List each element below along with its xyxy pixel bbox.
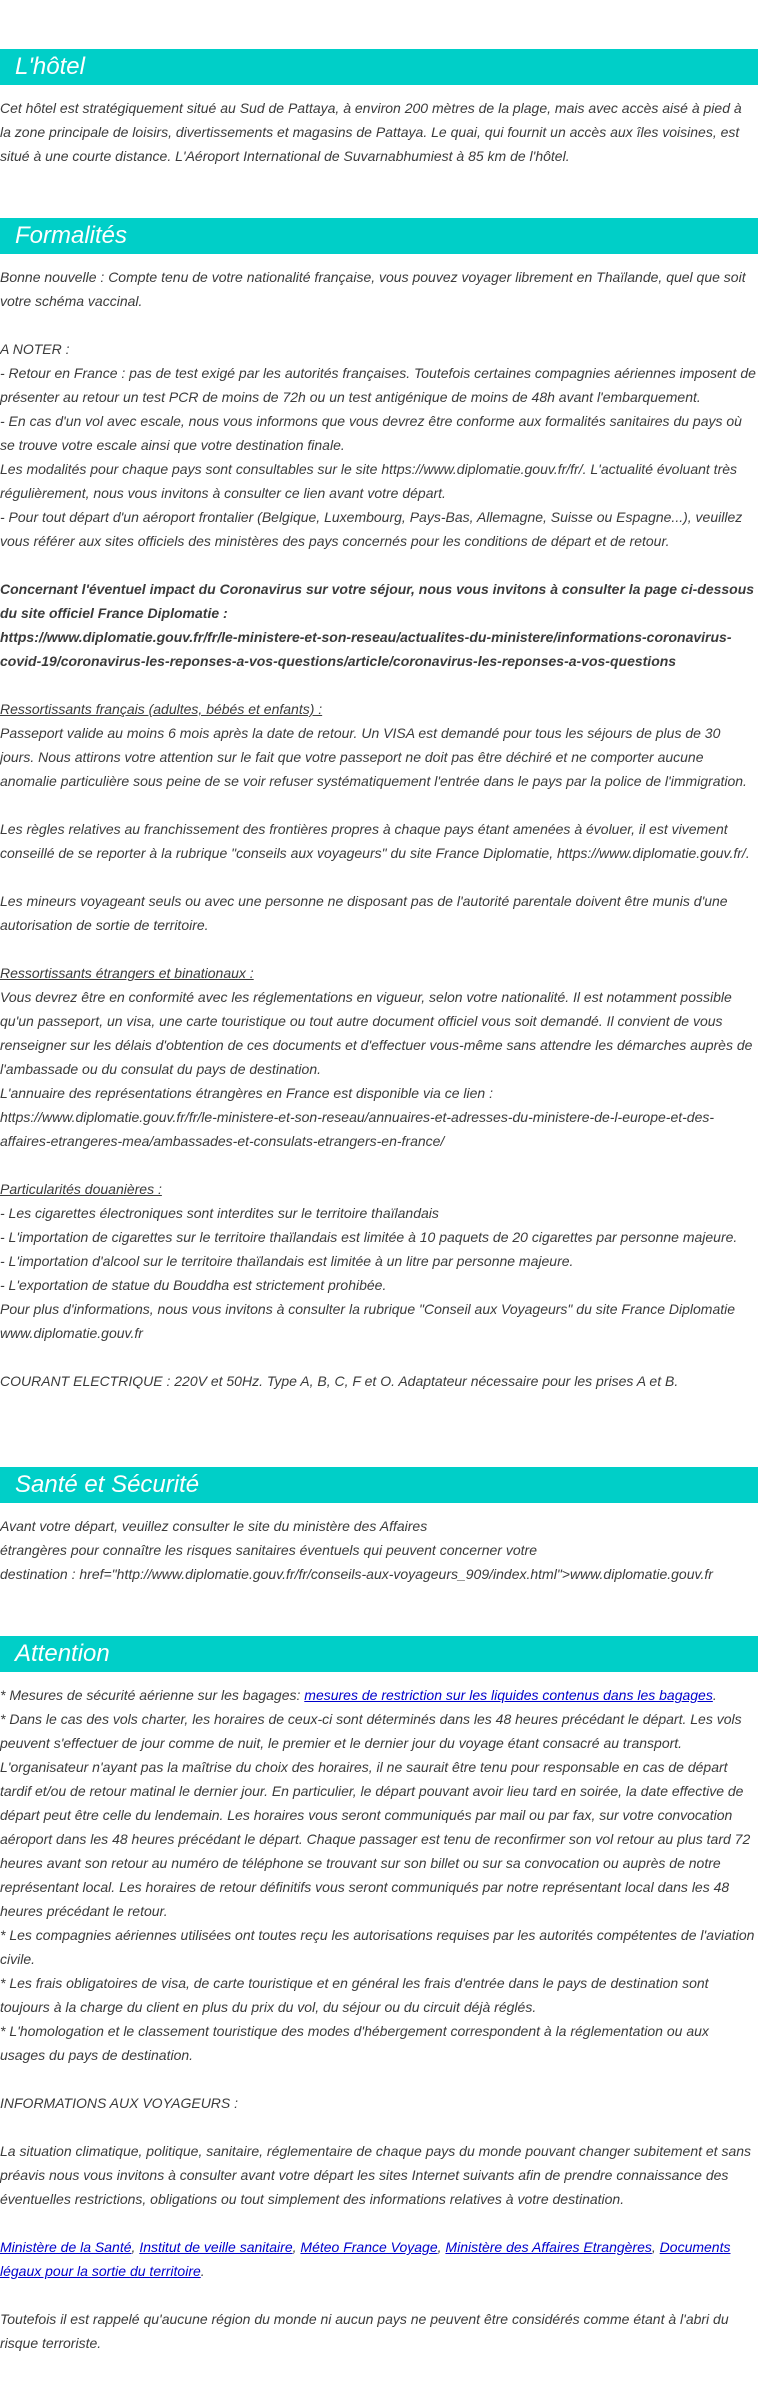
etrangers-heading: Ressortissants étrangers et binationaux :	[0, 965, 254, 981]
douane-item: - L'importation d'alcool sur le territoire thaïlandais est limitée à un litre par personne majeure.	[0, 1253, 574, 1269]
a-noter-item: - En cas d'un vol avec escale, nous vous informons que vous devrez être conforme aux formalités sanitaires du pays où se trouve votre escale ainsi que votre destination finale.	[0, 413, 742, 453]
douane-item: - L'importation de cigarettes sur le territoire thaïlandais est limitée à 10 paquets de 20 cigarettes par personne majeure.	[0, 1229, 738, 1245]
sante-body	[0, 1514, 758, 1586]
hotel-title: L'hôtel	[15, 53, 85, 80]
a-noter-label: A NOTER :	[0, 341, 70, 357]
attention-title: Attention	[15, 1640, 110, 1667]
link-institut-veille-sanitaire[interactable]: Institut de veille sanitaire	[139, 2239, 293, 2255]
formalites-section-header	[0, 218, 758, 254]
formalites-title: Formalités	[15, 222, 128, 249]
etrangers-text: Vous devrez être en conformité avec les réglementations en vigueur, selon votre nationalité. Il est notamment possible qu'un passeport, un visa, une carte touristique ou tout autre document officiel vous soit demandé. Il convient de vous renseigner sur les délais d'obtention de ces documents et d'effectuer vous-même sans attendre les démarches auprès de l'ambassade ou du consulat du pays de destination.	[0, 989, 753, 1077]
a-noter-item: Les modalités pour chaque pays sont consultables sur le site https://www.diplomatie.gouv.fr/fr/. L'actualité évoluant très régulièrement, nous vous invitons à consulter ce lien avant votre départ.	[0, 461, 738, 501]
douane-item: - L'exportation de statue du Bouddha est strictement prohibée.	[0, 1277, 387, 1293]
link-ministere-affaires-etrangeres[interactable]: Ministère des Affaires Etrangères	[445, 2239, 652, 2255]
coronavirus-url: https://www.diplomatie.gouv.fr/fr/le-ministere-et-son-reseau/actualites-du-ministere/informations-coronavirus-covid-19/coronavirus-les-reponses-a-vos-questions/article/coronavirus-les-reponses-a-vos-questions	[0, 629, 732, 669]
situation-text: La situation climatique, politique, sanitaire, réglementaire de chaque pays du monde pouvant changer subitement et sans préavis nous vous invitons à consulter avant votre départ les sites Internet suivants afin de prendre connaissance des éventuelles restrictions, obligations ou tout simplement des informations relatives à votre destination.	[0, 2143, 752, 2207]
link-documents-legaux[interactable]: Documents légaux pour la sortie du territoire	[0, 2239, 731, 2279]
link-meteo-france-voyage[interactable]: Méteo France Voyage	[300, 2239, 438, 2255]
coronavirus-notice: Concernant l'éventuel impact du Coronavirus sur votre séjour, nous vous invitons à consulter la page ci-dessous du site officiel France Diplomatie :	[0, 581, 755, 621]
mineurs-text: Les mineurs voyageant seuls ou avec une personne ne disposant pas de l'autorité parentale doivent être munis d'une autorisation de sortie de territoire.	[0, 893, 728, 933]
formalites-body	[0, 265, 756, 1393]
hotel-description: Cet hôtel est stratégiquement situé au Sud de Pattaya, à environ 200 mètres de la plage, mais avec accès aisé à pied à la zone principale de loisirs, divertissements et magasins de Pattaya. Le quai, qui fournit un accès aux îles voisines, est situé à une courte distance. L'Aéroport International de Suvarnabhumiest à 85 km de l'hôtel.	[0, 100, 742, 164]
mesures-line: * Mesures de sécurité aérienne sur les bagages: mesures de restriction sur les liquides contenus dans les bagages.	[0, 1687, 717, 1703]
formalites-intro: Bonne nouvelle : Compte tenu de votre nationalité française, vous pouvez voyager librement en Thaïlande, quel que soit votre schéma vaccinal.	[0, 269, 746, 309]
francais-text: Passeport valide au moins 6 mois après la date de retour. Un VISA est demandé pour tous les séjours de plus de 30 jours. Nous attirons votre attention sur le fait que votre passeport ne doit pas être déchiré et ne comporter aucune anomalie particulière sous peine de se voir refuser systématiquement l'entrée dans le pays par la police de l'immigration.	[0, 725, 747, 789]
sante-section-header	[0, 1467, 758, 1503]
sante-line: Avant votre départ, veuillez consulter le site du ministère des Affaires	[0, 1518, 428, 1534]
courant-electrique: COURANT ELECTRIQUE : 220V et 50Hz. Type A, B, C, F et O. Adaptateur nécessaire pour les prises A et B.	[0, 1373, 679, 1389]
annuaire-url: https://www.diplomatie.gouv.fr/fr/le-ministere-et-son-reseau/annuaires-et-adresses-du-ministere-de-l-europe-et-des-affaires-etrangeres-mea/ambassades-et-consulats-etrangers-en-france/	[0, 1109, 715, 1149]
link-ministere-sante[interactable]: Ministère de la Santé	[0, 2239, 132, 2255]
homologation-text: * L'homologation et le classement touristique des modes d'hébergement correspondent à la réglementation ou aux usages du pays de destination.	[0, 2023, 709, 2063]
compagnies-text: * Les compagnies aériennes utilisées ont toutes reçu les autorisations requises par les autorités compétentes de l'aviation civile.	[0, 1927, 755, 1967]
douane-heading: Particularités douanières :	[0, 1181, 162, 1197]
liquides-restriction-link[interactable]: mesures de restriction sur les liquides contenus dans les bagages	[304, 1687, 713, 1703]
sante-line: destination : href="http://www.diplomatie.gouv.fr/fr/conseils-aux-voyageurs_909/index.html">www.diplomatie.gouv.fr	[0, 1566, 713, 1582]
frais-text: * Les frais obligatoires de visa, de carte touristique et en général les frais d'entrée dans le pays de destination sont toujours à la charge du client en plus du prix du vol, du séjour ou du circuit déjà réglés.	[0, 1975, 709, 2015]
sante-title: Santé et Sécurité	[15, 1471, 200, 1498]
sante-line: étrangères pour connaître les risques sanitaires éventuels qui peuvent concerner votre	[0, 1542, 537, 1558]
info-links: Ministère de la Santé, Institut de veille sanitaire, Méteo France Voyage, Ministère des Affaires Etrangères, Documents légaux pour la sortie du territoire.	[0, 2239, 731, 2279]
annuaire-text: L'annuaire des représentations étrangères en France est disponible via ce lien :	[0, 1085, 493, 1101]
infos-voyageurs-heading: INFORMATIONS AUX VOYAGEURS :	[0, 2095, 239, 2111]
attention-section-header	[0, 1636, 758, 1672]
attention-body	[0, 1683, 756, 2355]
a-noter-item: - Pour tout départ d'un aéroport frontalier (Belgique, Luxembourg, Pays-Bas, Allemagne, Suisse ou Espagne...), veuillez vous référer aux sites officiels des ministères des pays concernés pour les conditions de départ et de retour.	[0, 509, 743, 549]
a-noter-item: - Retour en France : pas de test exigé par les autorités françaises. Toutefois certaines compagnies aériennes imposent de présenter au retour un test PCR de moins de 72h ou un test antigénique de moins de 48h avant l'embarquement.	[0, 365, 756, 405]
hotel-section-header	[0, 49, 758, 85]
regles-text: Les règles relatives au franchissement des frontières propres à chaque pays étant amenées à évoluer, il est vivement conseillé de se reporter à la rubrique "conseils aux voyageurs" du site France Diplomatie, https://www.diplomatie.gouv.fr/.	[0, 821, 750, 861]
douane-info: Pour plus d'informations, nous vous invitons à consulter la rubrique "Conseil aux Voyageurs" du site France Diplomatie www.diplomatie.gouv.fr	[0, 1301, 736, 1341]
charter-text: * Dans le cas des vols charter, les horaires de ceux-ci sont déterminés dans les 48 heures précédant le départ. Les vols peuvent s'effectuer de jour comme de nuit, le premier et le dernier jour du voyage étant consacré au transport. L'organisateur n'ayant pas la maîtrise du choix des horaires, il ne saurait être tenu pour responsable en cas de départ tardif et/ou de retour matinal le dernier jour. En particulier, le départ pouvant avoir lieu tard en soirée, la date effective de départ peut être celle du lendemain. Les horaires vous seront communiqués par mail ou par fax, sur votre convocation aéroport dans les 48 heures précédant le départ. Chaque passager est tenu de reconfirmer son vol retour au plus tard 72 heures avant son retour au numéro de téléphone se trouvant sur son billet ou sur sa convocation ou auprès de notre représentant local. Les horaires de retour définitifs vous seront communiqués par notre représentant local dans les 48 heures précédant le retour.	[0, 1711, 751, 1919]
terrorisme-text: Toutefois il est rappelé qu'aucune région du monde ni aucun pays ne peuvent être considérés comme étant à l'abri du risque terroriste.	[0, 2311, 729, 2351]
francais-heading: Ressortissants français (adultes, bébés et enfants) :	[0, 701, 323, 717]
douane-item: - Les cigarettes électroniques sont interdites sur le territoire thaïlandais	[0, 1205, 439, 1221]
